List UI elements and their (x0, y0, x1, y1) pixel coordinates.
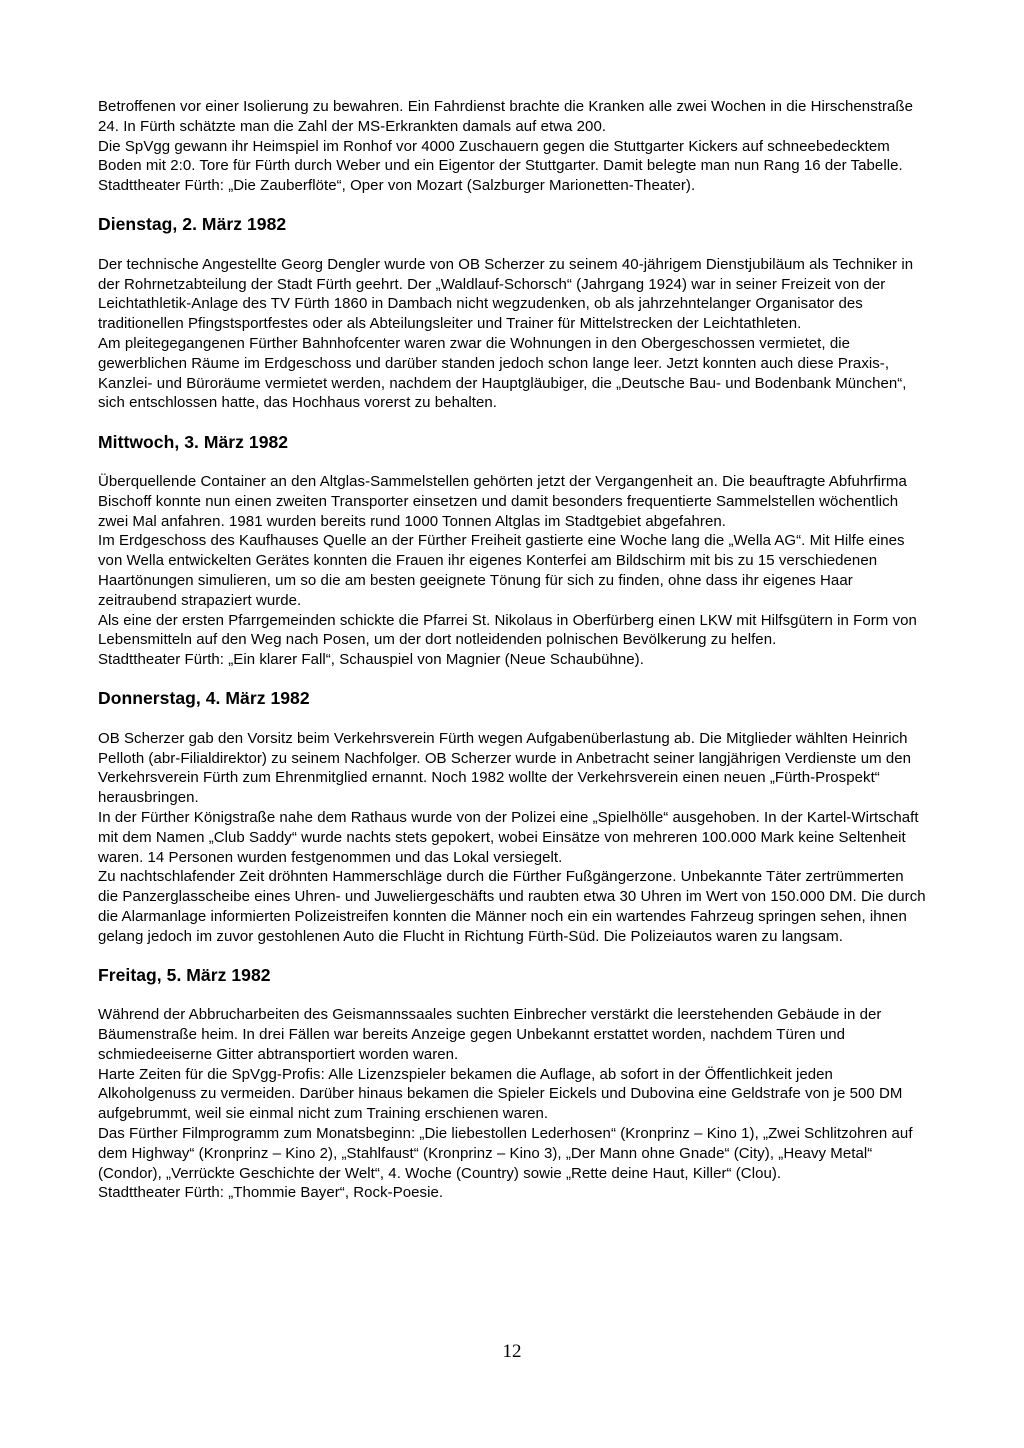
date-heading: Mittwoch, 3. März 1982 (98, 431, 289, 452)
document-page (98, 97, 928, 1203)
paragraph: Die SpVgg gewann ihr Heimspiel im Ronhof vor 4000 Zuschauern gegen die Stuttgarter Kickers auf schneebedecktem Boden mit 2:0. Tore für Fürth durch Weber und ein Eigentor der Stuttgarter. Damit belegte man nun Rang 16 der Tabelle. (98, 137, 903, 175)
paragraph: Betroffenen vor einer Isolierung zu bewahren. Ein Fahrdienst brachte die Kranken alle zwei Wochen in die Hirschenstraße 24. In Fürth schätzte man die Zahl der MS-Erkrankten damals auf etwa 200. (98, 98, 914, 135)
paragraph: In der Fürther Königstraße nahe dem Rathaus wurde von der Polizei eine „Spielhölle“ ausgehoben. In der Kartel-Wirtschaft mit dem Namen „Club Saddy“ wurde nachts stets gepokert, wobei Einsätze von mehreren 100.000 Mark keine Seltenheit waren. 14 Personen wurden festgenommen und das Lokal versiegelt. (98, 808, 919, 866)
date-heading: Donnerstag, 4. März 1982 (98, 688, 310, 709)
paragraph: Harte Zeiten für die SpVgg-Profis: Alle Lizenzspieler bekamen die Auflage, ab sofort in der Öffentlichkeit jeden Alkoholgenuss zu vermeiden. Darüber hinaus bekamen die Spieler Eickels und Dubovina eine Geldstrafe von je 500 DM aufgebrummt, weil sie einmal nicht zum Training erschienen waren. (98, 1065, 903, 1123)
entry-section (98, 670, 928, 947)
page-number: 12 (502, 1341, 522, 1362)
date-heading: Freitag, 5. März 1982 (98, 964, 271, 985)
entry-section (98, 946, 928, 1203)
date-heading: Dienstag, 2. März 1982 (98, 214, 287, 235)
intro-block (98, 97, 928, 196)
paragraph: Stadttheater Fürth: „Thommie Bayer“, Rock-Poesie. (98, 1184, 444, 1202)
paragraph: Das Fürther Filmprogramm zum Monatsbeginn: „Die liebestollen Lederhosen“ (Kronprinz – Kino 1), „Zwei Schlitzohren auf dem Highway“ (Kronprinz – Kino 2), „Stahlfaust“ (Kronprinz – Kino 3), „Der Mann ohne Gnade“ (City), „Heavy Metal“ (Condor), „Verrückte Geschichte der Welt“, 4. Woche (Country) sowie „Rette deine Haut, Killer“ (Clou). (98, 1125, 913, 1182)
paragraph: Als eine der ersten Pfarrgemeinden schickte die Pfarrei St. Nikolaus in Oberfürberg einen LKW mit Hilfsgütern in Form von Lebensmitteln auf den Weg nach Posen, um der dort notleidenden polnischen Bevölkerung zu helfen. (98, 611, 917, 649)
entry-section (98, 413, 928, 670)
paragraph: Im Erdgeschoss des Kaufhauses Quelle an der Fürther Freiheit gastierte eine Woche lang die „Wella AG“. Mit Hilfe eines von Wella entwickelten Gerätes konnten die Frauen ihr eigenes Konterfei am Bildschirm mit bis zu 15 verschiedenen Haartönungen simulieren, um so die am besten geeignete Tönung für sich zu finden, ohne dass ihr eigenes Haar zeitraubend strapaziert wurde. (98, 532, 905, 609)
paragraph: Zu nachtschlafender Zeit dröhnten Hammerschläge durch die Fürther Fußgängerzone. Unbekannte Täter zertrümmerten die Panzerglasscheibe eines Uhren- und Juweliergeschäfts und raubten etwa 30 Uhren im Wert von 150.000 DM. Die durch die Alarmanlage informierten Polizeistreifen konnten die Männer noch ein ein wartendes Fahrzeug springen sehen, ihnen gelang jedoch im zuvor gestohlenen Auto die Flucht in Richtung Fürth-Süd. Die Polizeiautos waren zu langsam. (98, 868, 926, 945)
paragraph: Am pleitegegangenen Fürther Bahnhofcenter waren zwar die Wohnungen in den Obergeschossen vermietet, die gewerblichen Räume im Erdgeschoss und darüber standen jedoch schon lange leer. Jetzt konnten auch diese Praxis-, Kanzlei- und Büroräume vermietet werden, nachdem der Hauptgläubiger, die „Deutsche Bau- und Bodenbank München“, sich entschlossen hatte, das Hochhaus vorerst zu behalten. (98, 334, 907, 412)
paragraph: OB Scherzer gab den Vorsitz beim Verkehrsverein Fürth wegen Aufgabenüberlastung ab. Die Mitglieder wählten Heinrich Pelloth (abr-Filialdirektor) zu seinem Nachfolger. OB Scherzer wurde in Anbetracht seiner langjährigen Verdienste um den Verkehrsverein Fürth zum Ehrenmitglied ernannt. Noch 1982 wollte der Verkehrsverein einen neuen „Fürth-Prospekt“ herausbringen. (98, 729, 912, 807)
paragraph: Während der Abbrucharbeiten des Geismannssaales suchten Einbrecher verstärkt die leerstehenden Gebäude in der Bäumenstraße heim. In drei Fällen war bereits Anzeige gegen Unbekannt erstattet worden, nachdem Türen und schmiedeeiserne Gitter abtransportiert worden waren. (98, 1006, 882, 1063)
paragraph: Überquellende Container an den Altglas-Sammelstellen gehörten jetzt der Vergangenheit an. Die beauftragte Abfuhrfirma Bischoff konnte nun einen zweiten Transporter einsetzen und damit besonders frequentierte Sammelstellen wöchentlich zwei Mal anfahren. 1981 wurden bereits rund 1000 Tonnen Altglas im Stadtgebiet abgefahren. (98, 472, 907, 530)
paragraph: Stadttheater Fürth: „Die Zauberflöte“, Oper von Mozart (Salzburger Marionetten-Theater). (98, 177, 696, 195)
entry-section (98, 196, 928, 413)
paragraph: Der technische Angestellte Georg Dengler wurde von OB Scherzer zu seinem 40-jährigem Dienstjubiläum als Techniker in der Rohrnetzabteilung der Stadt Fürth geehrt. Der „Waldlauf-Schorsch“ (Jahrgang 1924) war in seiner Freizeit von der Leichtathletik-Anlage des TV Fürth 1860 in Dambach nicht wegzudenken, ob als jahrzehntelanger Organisator des traditionellen Pfingstsportfestes oder als Abteilungsleiter und Trainer für Mittelstrecken der Leichtathleten. (98, 255, 914, 333)
paragraph: Stadttheater Fürth: „Ein klarer Fall“, Schauspiel von Magnier (Neue Schaubühne). (98, 651, 644, 669)
